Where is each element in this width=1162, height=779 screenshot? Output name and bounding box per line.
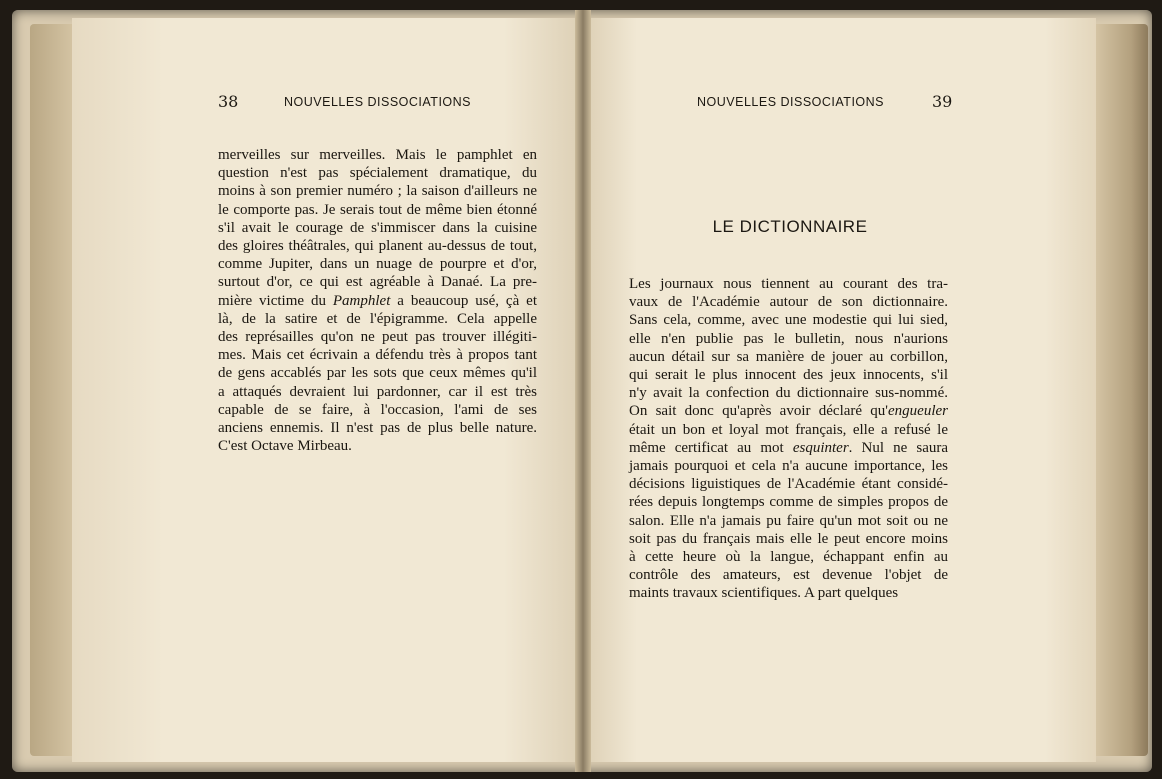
left-running-head: NOUVELLES DISSOCIATIONS (284, 95, 472, 109)
text-line: anciens ennemis. Il n'est pas de plus belle nature. (218, 420, 537, 437)
text-line: à cette heure où la langue, échappant enfin au (629, 549, 948, 566)
text-line: de gens accablés par les sots que ceux mêmes qu'il (218, 365, 537, 382)
text-line: On sait donc qu'après avoir déclaré qu'engueuler (629, 403, 948, 420)
text-line: Les journaux nous tiennent au courant des tra- (629, 276, 948, 292)
text-line: s'il avait le courage de s'immiscer dans la cuisine (218, 219, 537, 236)
right-running-head: NOUVELLES DISSOCIATIONS (697, 95, 885, 109)
text-line: qui serait le plus innocent des jeux innocents, s'il (629, 367, 948, 384)
text-line: n'y avait la confection du dictionnaire sus-nommé. (629, 385, 948, 402)
chapter-title: LE DICTIONNAIRE (712, 217, 868, 236)
text-line: elle n'en publie pas le bulletin, nous n'aurions (629, 330, 948, 347)
text-line: moins à son premier numéro ; la saison d'ailleurs ne (218, 183, 537, 200)
text-line: décisions liguistiques de l'Académie étant considé- (629, 476, 948, 493)
text-line: contrôle des amateurs, est devenue l'objet de (629, 567, 948, 584)
text-line: comme Jupiter, dans un nuage de pourpre et d'or, (218, 256, 537, 273)
text-line: mes. Mais cet écrivain a défendu très à propos tant (218, 347, 537, 364)
left-page-text (218, 146, 537, 455)
text-line: des gloires théâtrales, qui planent au-dessus de tout, (218, 238, 537, 255)
text-line: maints travaux scientifiques. A part quelques (629, 585, 899, 602)
text-line: vaux de l'Académie autour de son dictionnaire. (629, 294, 948, 311)
text-line: C'est Octave Mirbeau. (218, 438, 352, 455)
text-line: soit pas du français mais elle le peut encore moins (629, 530, 948, 547)
text-line: était un bon et loyal mot français, elle a refusé le (629, 421, 948, 438)
text-line: question n'est pas spécialement dramatique, du (218, 165, 537, 182)
text-line: rées depuis longtemps comme de simples propos de (629, 494, 948, 511)
right-page-number: 39 (932, 92, 953, 111)
text-line: même certificat au mot esquinter. Nul ne saura (629, 439, 948, 456)
text-line: mière victime du Pamphlet a beaucoup usé, çà et (218, 292, 537, 309)
text-line: salon. Elle n'a jamais pu faire qu'un mot soit ou ne (629, 512, 948, 529)
text-line: le comporte pas. Je serais tout de même bien étonné (218, 201, 537, 218)
right-page-text (629, 275, 948, 603)
text-line: jamais pourquoi et cela n'a aucune importance, les (629, 458, 948, 475)
text-line: capable de se faire, à l'occasion, l'ami de ses (218, 401, 537, 418)
right-page-edges (1092, 24, 1148, 756)
text-line: aucun détail sur sa manière de jouer au corbillon, (629, 348, 948, 365)
left-page-number: 38 (218, 92, 239, 111)
text-line: a attaqués devraient lui pardonner, car il est très (218, 383, 537, 400)
text-line: Sans cela, comme, avec une modestie qui lui sied, (629, 312, 948, 329)
text-line: surtout d'or, ce qui est agréable à Danaé. La pre- (218, 274, 537, 291)
text-line: merveilles sur merveilles. Mais le pamphlet en (218, 147, 537, 163)
book-gutter (575, 10, 591, 772)
text-line: là, de la satire et de l'épigramme. Cela appelle (218, 310, 537, 327)
text-line: des représailles qu'on ne peut pas trouver illégiti- (218, 329, 537, 346)
open-book (12, 10, 1152, 772)
